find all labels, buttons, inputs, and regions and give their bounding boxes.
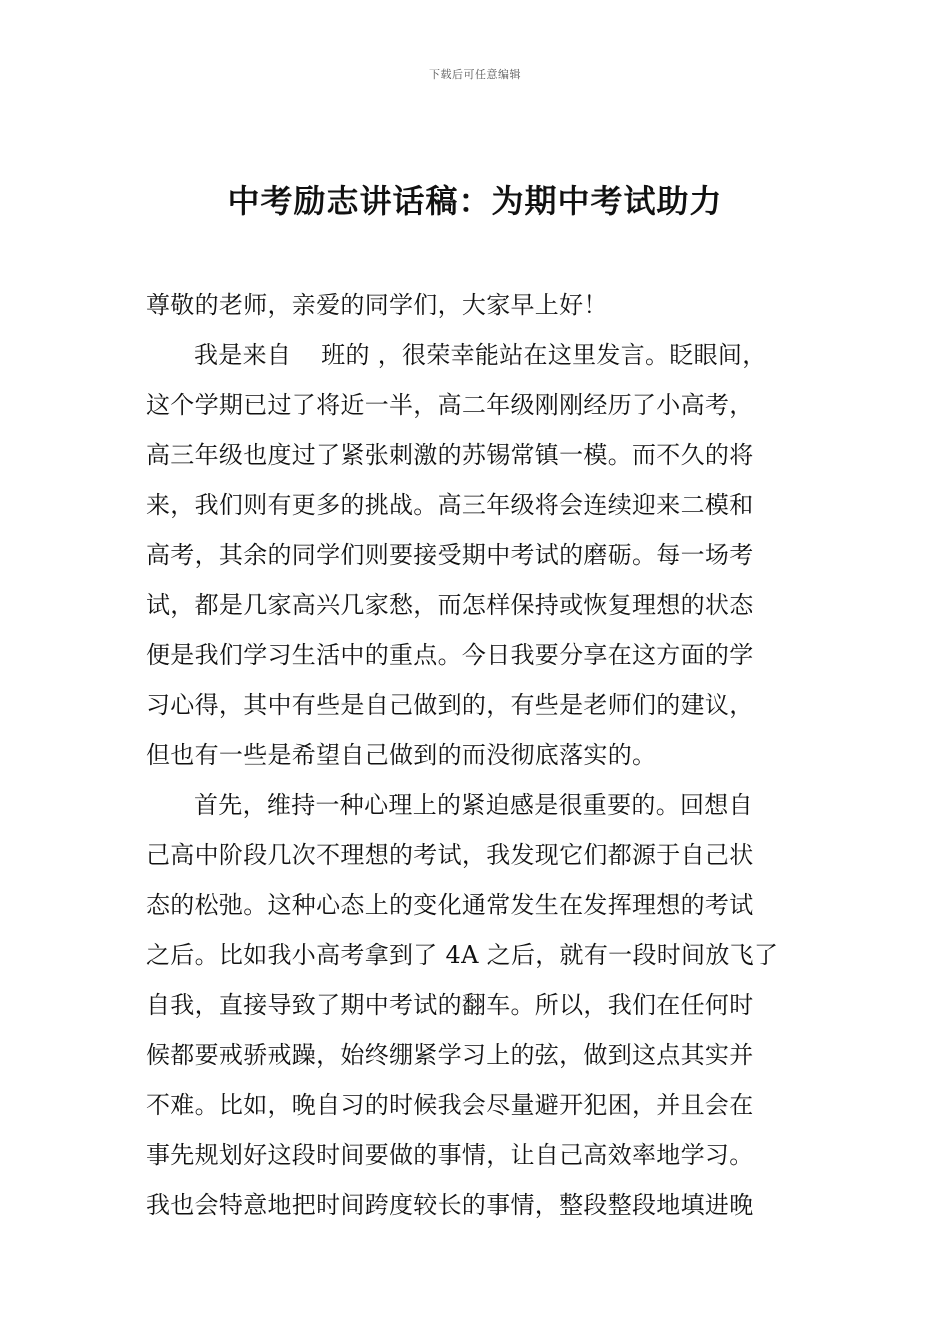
- document-body: [146, 280, 818, 1230]
- text-span: 班的 ，很荣幸能站在这里发言。眨眼间，: [321, 341, 767, 369]
- paragraph-line: 高考，其余的同学们则要接受期中考试的磨砺。每一场考: [146, 541, 754, 569]
- header-note: 下载后可任意编辑: [429, 68, 521, 81]
- paragraph-line: 候都要戒骄戒躁，始终绷紧学习上的弦，做到这点其实并: [146, 1041, 754, 1069]
- paragraph-line: 己高中阶段几次不理想的考试，我发现它们都源于自己状: [146, 841, 754, 869]
- paragraph-line: 不难。比如，晚自习的时候我会尽量避开犯困，并且会在: [146, 1091, 754, 1119]
- paragraph-line: 自我，直接导致了期中考试的翻车。所以，我们在任何时: [146, 991, 754, 1019]
- paragraph-line: 习心得，其中有些是自己做到的，有些是老师们的建议，: [146, 691, 754, 719]
- paragraph-line: 试，都是几家高兴几家愁，而怎样保持或恢复理想的状态: [146, 591, 754, 619]
- paragraph-line: 高三年级也度过了紧张刺激的苏锡常镇一模。而不久的将: [146, 441, 754, 469]
- paragraph-line: 之后。比如我小高考拿到了 4A 之后，就有一段时间放飞了: [146, 941, 779, 969]
- paragraph-line: 但也有一些是希望自己做到的而没彻底落实的。: [146, 741, 657, 769]
- paragraph-line: [146, 330, 818, 380]
- paragraph-line: 首先，维持一种心理上的紧迫感是很重要的。回想自: [194, 791, 753, 819]
- paragraph-line: 这个学期已过了将近一半，高二年级刚刚经历了小高考，: [146, 391, 754, 419]
- salutation-line: 尊敬的老师，亲爱的同学们，大家早上好！: [146, 291, 608, 319]
- paragraph-line: 态的松弛。这种心态上的变化通常发生在发挥理想的考试: [146, 891, 754, 919]
- paragraph-line: 来，我们则有更多的挑战。高三年级将会连续迎来二模和: [146, 491, 754, 519]
- paragraph-line: 事先规划好这段时间要做的事情，让自己高效率地学习。: [146, 1141, 754, 1169]
- text-span: 我是来自: [194, 341, 292, 369]
- paragraph-line: 我也会特意地把时间跨度较长的事情，整段整段地填进晚: [146, 1191, 754, 1219]
- document-title: 中考励志讲话稿：为期中考试助力: [227, 182, 723, 220]
- paragraph-line: 便是我们学习生活中的重点。今日我要分享在这方面的学: [146, 641, 754, 669]
